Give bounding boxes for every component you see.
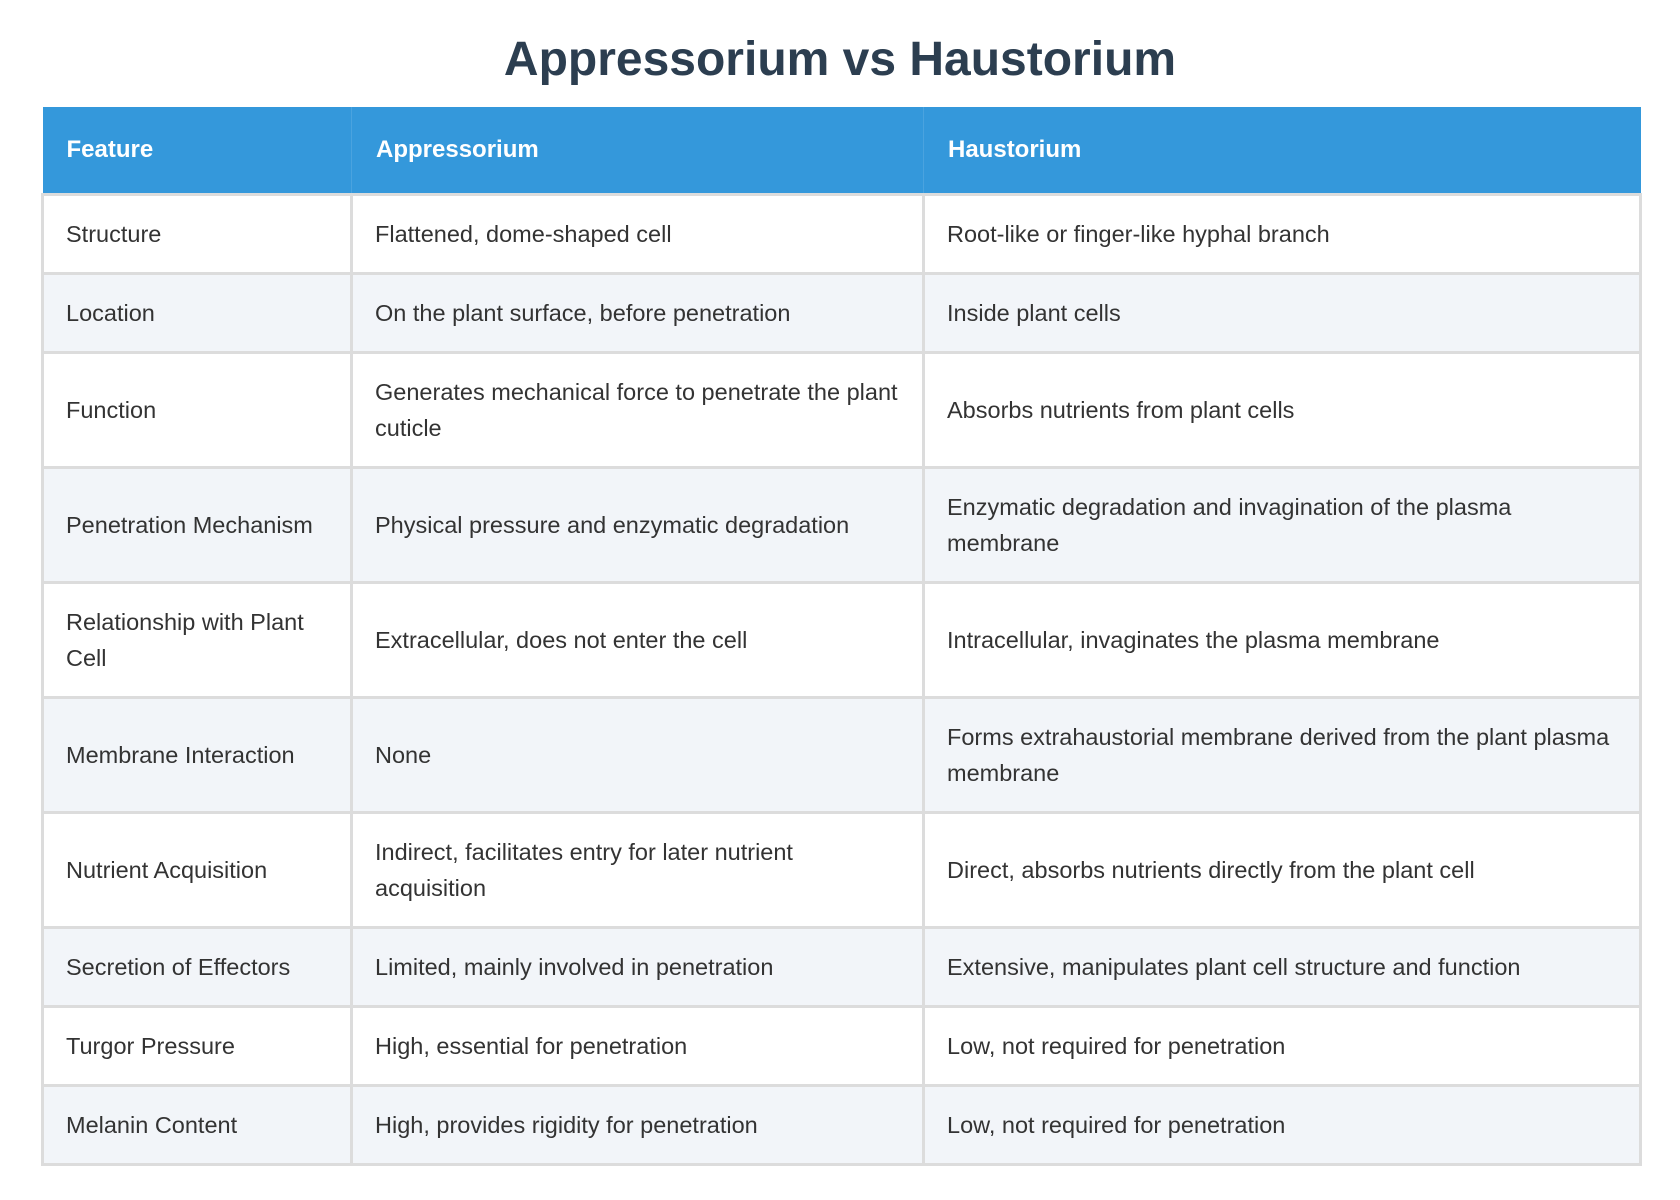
haustorium-cell: Direct, absorbs nutrients directly from the plant cell [924,813,1641,928]
header-appressorium: Appressorium [352,107,924,195]
haustorium-cell: Low, not required for penetration [924,1007,1641,1086]
haustorium-cell: Absorbs nutrients from plant cells [924,353,1641,468]
appressorium-cell: On the plant surface, before penetration [352,274,924,353]
haustorium-cell: Enzymatic degradation and invagination of the plasma membrane [924,468,1641,583]
table-header-row [43,107,1641,195]
appressorium-cell: Extracellular, does not enter the cell [352,583,924,698]
table-row [43,195,1641,274]
table-row [43,1007,1641,1086]
header-feature: Feature [43,107,352,195]
appressorium-cell: Indirect, facilitates entry for later nutrient acquisition [352,813,924,928]
feature-cell: Melanin Content [43,1086,352,1165]
feature-cell: Penetration Mechanism [43,468,352,583]
header-haustorium: Haustorium [924,107,1641,195]
haustorium-cell: Forms extrahaustorial membrane derived from the plant plasma membrane [924,698,1641,813]
haustorium-cell: Intracellular, invaginates the plasma membrane [924,583,1641,698]
table-row [43,1086,1641,1165]
page-title: Appressorium vs Haustorium [503,33,1177,86]
feature-cell: Secretion of Effectors [43,928,352,1007]
haustorium-cell: Inside plant cells [924,274,1641,353]
feature-cell: Relationship with Plant Cell [43,583,352,698]
feature-cell: Turgor Pressure [43,1007,352,1086]
comparison-table [41,107,1642,1166]
table-row [43,928,1641,1007]
haustorium-cell: Low, not required for penetration [924,1086,1641,1165]
table-row [43,468,1641,583]
appressorium-cell: Generates mechanical force to penetrate the plant cuticle [352,353,924,468]
appressorium-cell: High, provides rigidity for penetration [352,1086,924,1165]
feature-cell: Membrane Interaction [43,698,352,813]
feature-cell: Function [43,353,352,468]
table-row [43,813,1641,928]
appressorium-cell: High, essential for penetration [352,1007,924,1086]
appressorium-cell: Limited, mainly involved in penetration [352,928,924,1007]
feature-cell: Nutrient Acquisition [43,813,352,928]
table-row [43,583,1641,698]
appressorium-cell: Physical pressure and enzymatic degradation [352,468,924,583]
feature-cell: Structure [43,195,352,274]
haustorium-cell: Root-like or finger-like hyphal branch [924,195,1641,274]
appressorium-cell: Flattened, dome-shaped cell [352,195,924,274]
table-row [43,274,1641,353]
haustorium-cell: Extensive, manipulates plant cell structure and function [924,928,1641,1007]
feature-cell: Location [43,274,352,353]
table-row [43,698,1641,813]
appressorium-cell: None [352,698,924,813]
table-row [43,353,1641,468]
